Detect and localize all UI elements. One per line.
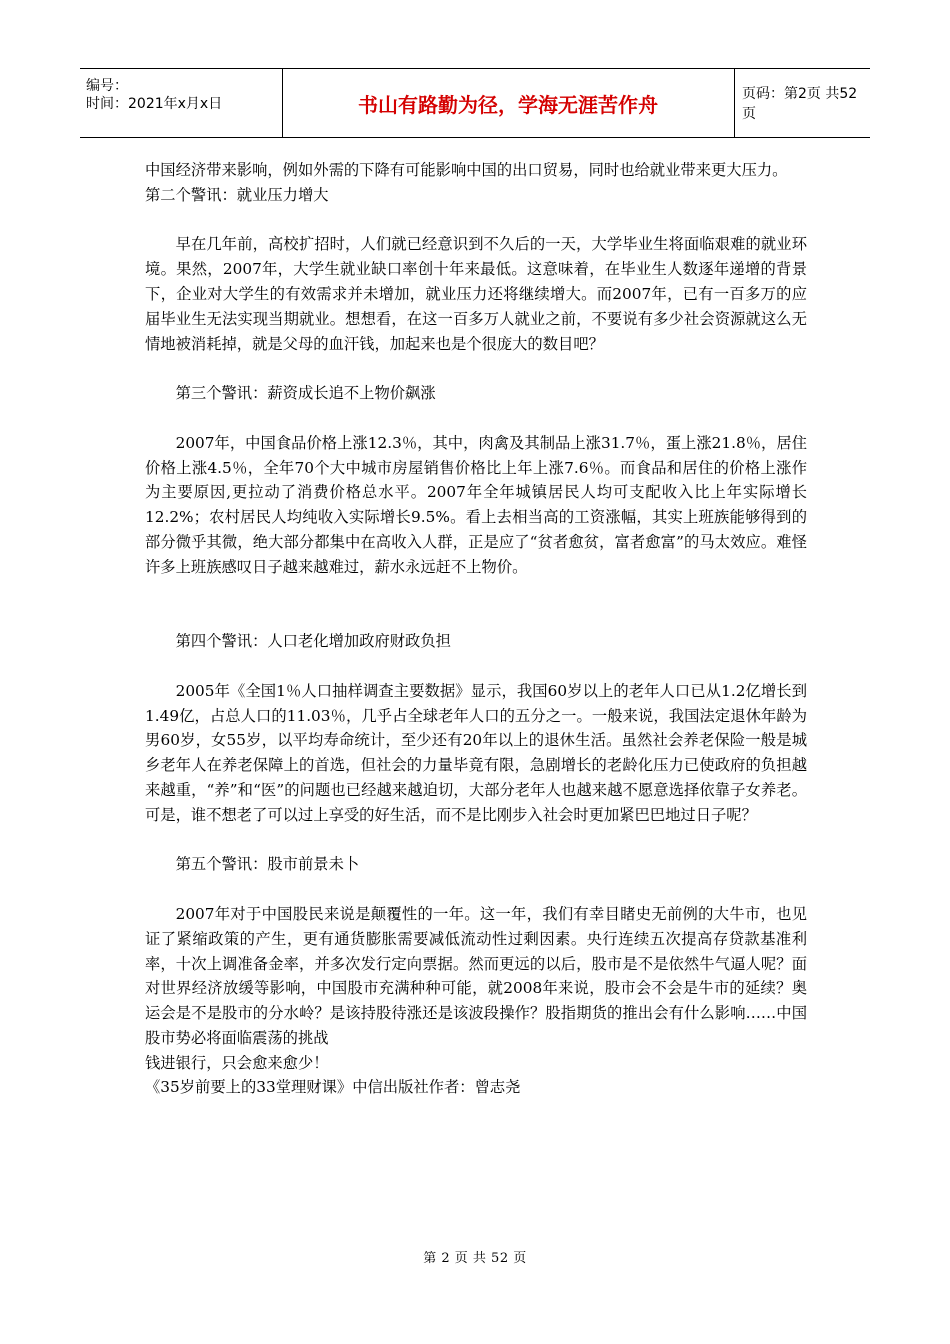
paragraph-2: 早在几年前，高校扩招时，人们就已经意识到不久后的一天，大学毕业生将面临艰难的就业环境。果然，2007年，大学生就业缺口率创十年来最低。这意味着，在毕业生人数逐年递增的背景下，企业对大学生的有效需求并未增加，就业压力还将继续增大。而2007年，已有一百多万的应届毕业生无法实现当期就业。想想看，在这一百多万人就业之前，不要说有多少社会资源就这么无情地被消耗掉，就是父母的血汗钱，加起来也是个很庞大的数目吧？	[145, 235, 807, 353]
page-footer	[0, 1247, 950, 1266]
paragraph-3: 2007年，中国食品价格上涨12.3％，其中，肉禽及其制品上涨31.7％，蛋上涨21.8％，居住价格上涨4.5％，全年70个大中城市房屋销售价格比上年上涨7.6％。而食品和居住的价格上涨作为主要原因,更拉动了消费价格总水平。2007年全年城镇居民人均可支配收入比上年实际增长12.2%；农村居民人均纯收入实际增长9.5%。看上去相当高的工资涨幅，其实上班族能够得到的部分微乎其微，绝大部分都集中在高收入人群，正是应了“贫者愈贫，富者愈富”的马太效应。难怪许多上班族感叹日子越来越难过，薪水永远赶不上物价。	[145, 433, 807, 576]
document-body	[145, 158, 807, 1100]
paragraph-5: 2007年对于中国股民来说是颠覆性的一年。这一年，我们有幸目睹史无前例的大牛市，也见证了紧缩政策的产生，更有通货膨胀需要减低流动性过剩因素。央行连续五次提高存贷款基准利率，十次上调准备金率，并多次发行定向票据。然而更远的以后，股市是不是依然牛气逼人呢？面对世界经济放缓等影响，中国股市充满种种可能，就2008年来说，股市会不会是牛市的延续？奥运会是不是股市的分水岭？是该持股待涨还是该波段操作？股指期货的推出会有什么影响……中国股市势必将面临震荡的挑战	[145, 904, 807, 1047]
header-motto: 书山有路勤为径，学海无涯苦作舟	[282, 69, 735, 137]
page-header	[80, 68, 870, 138]
paragraph-1: 中国经济带来影响，例如外需的下降有可能影响中国的出口贸易，同时也给就业带来更大压力。	[145, 161, 788, 179]
header-meta	[80, 69, 283, 137]
number-label: 编号：	[86, 78, 128, 94]
heading-warning-4: 第四个警讯：人口老化增加政府财政负担	[175, 632, 451, 651]
paragraph-4: 2005年《全国1％人口抽样调查主要数据》显示，我国60岁以上的老年人口已从1.2亿增长到1.49亿，占总人口的11.03％，几乎占全球老年人口的五分之一。一般来说，我国法定退休年龄为男60岁，女55岁，以平均寿命统计，至少还有20年以上的退休生活。虽然社会养老保险一般是城乡老年人在养老保障上的首选，但社会的力量毕竟有限，急剧增长的老龄化压力已使政府的负担越来越重，“养”和“医”的问题也已经越来越迫切，大部分老年人也越来越不愿意选择依靠子女养老。可是，谁不想老了可以过上享受的好生活，而不是比刚步入社会时更加紧巴巴地过日子呢？	[145, 681, 807, 824]
source-citation: 《35岁前要上的33堂理财课》中信出版社作者：曾志尧	[145, 1078, 521, 1097]
header-page-info: 页码：第2页 共52页	[742, 86, 858, 122]
heading-warning-3: 第三个警讯：薪资成长追不上物价飙涨	[175, 384, 436, 403]
heading-warning-2: 第二个警讯：就业压力增大	[145, 185, 329, 204]
heading-warning-5: 第五个警讯：股市前景未卜	[175, 855, 360, 874]
date-line: 时间：2021年x月x日	[86, 96, 223, 112]
page-number: 第 2 页 共 52 页	[423, 1251, 527, 1266]
closing-line: 钱进银行，只会愈来愈少！	[145, 1053, 329, 1072]
